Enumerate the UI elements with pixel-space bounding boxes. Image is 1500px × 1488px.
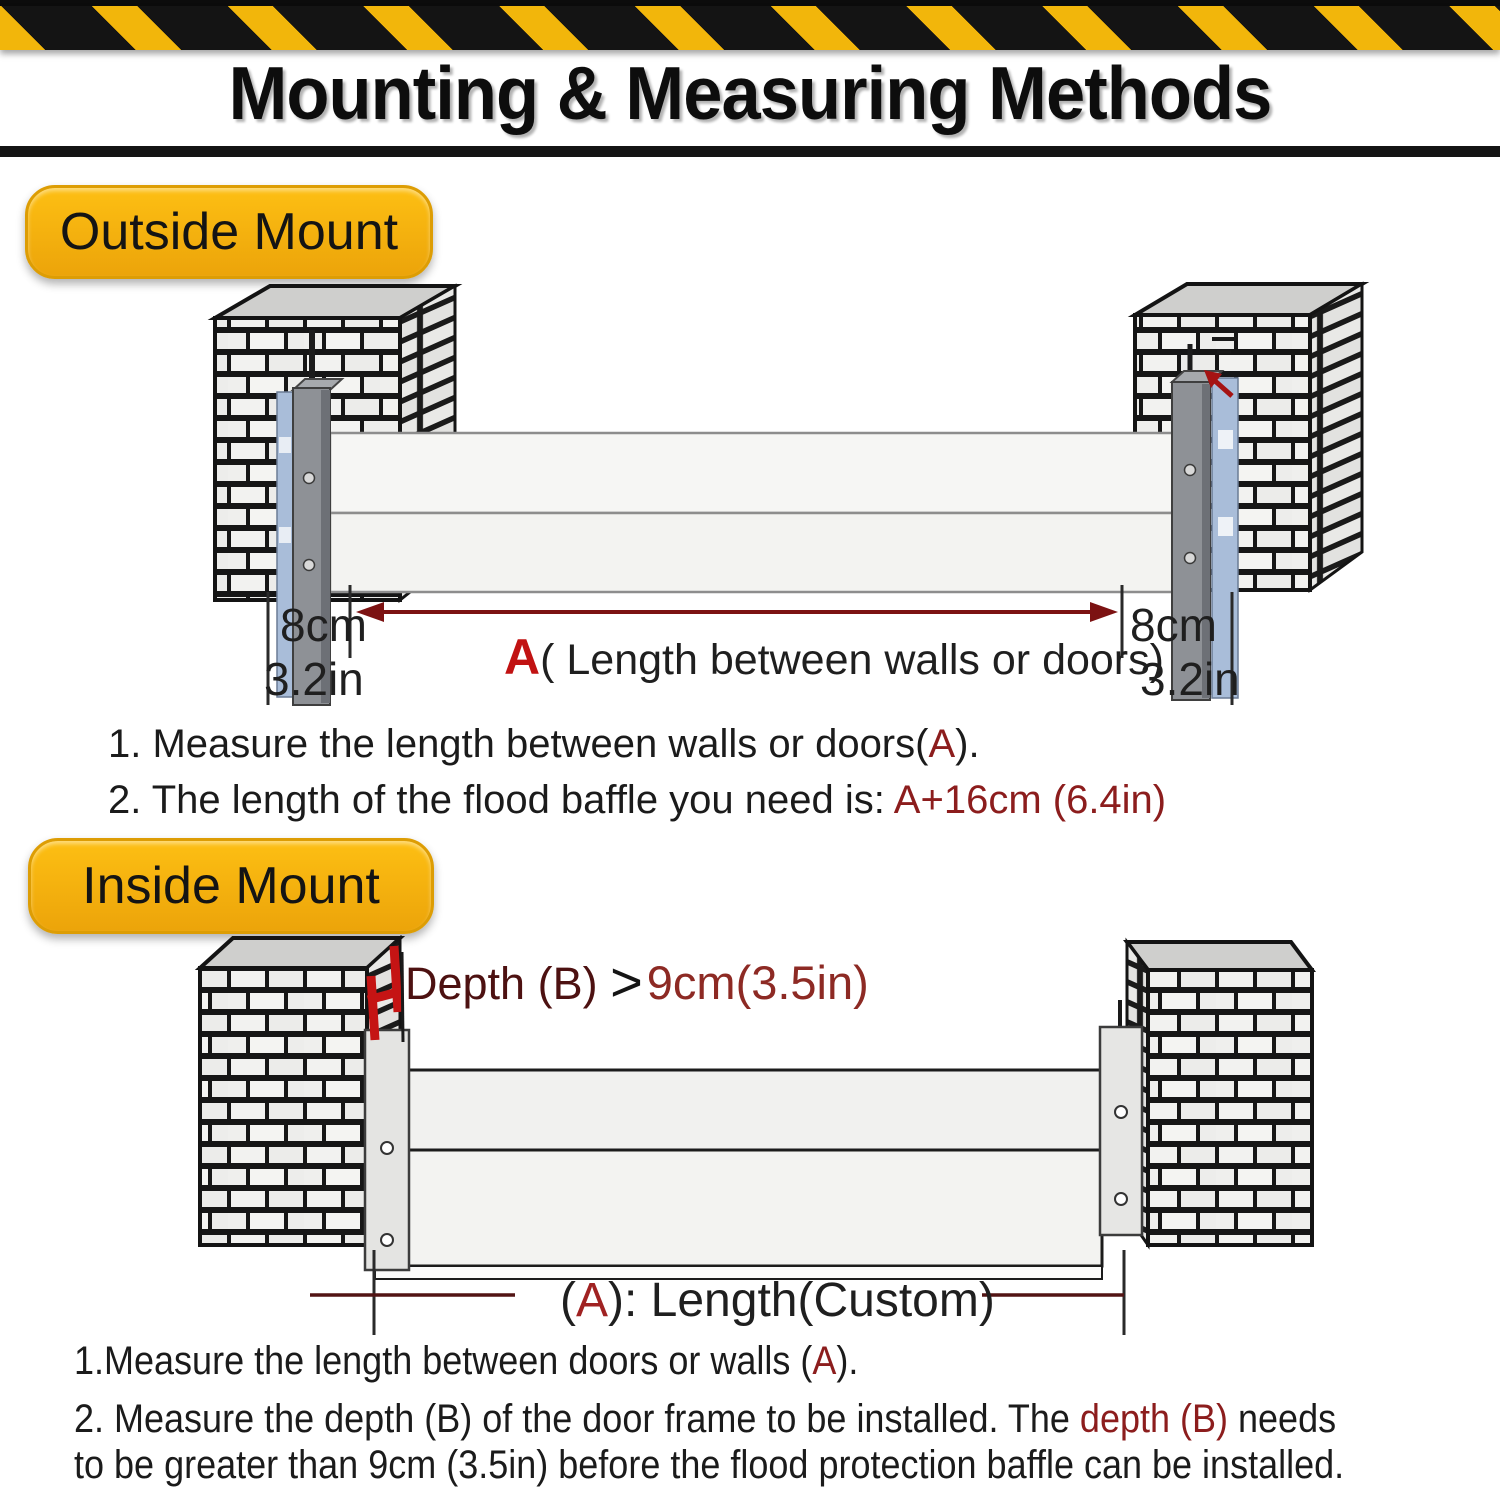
step-emphasis: A: [928, 722, 956, 766]
page-title: Mounting & Measuring Methods: [228, 51, 1272, 135]
inside-flood-barrier: [375, 1070, 1102, 1279]
step-text: 2. The length of the flood baffle you need is:: [108, 778, 894, 822]
step-text: ).: [955, 722, 980, 766]
length-label: [560, 1274, 995, 1327]
screw-hole: [1115, 1106, 1127, 1118]
screw-hole: [381, 1142, 393, 1154]
inside-step-2: [74, 1396, 1478, 1442]
depth-annotation: [405, 950, 869, 1013]
step-text: needs: [1227, 1397, 1337, 1441]
outside-step-1: [108, 716, 1468, 772]
step-text: 1.Measure the length between doors or walls (: [74, 1339, 813, 1383]
outside-mount-badge-label: Outside Mount: [59, 203, 399, 261]
left-offset-in: 3.2in: [264, 653, 364, 705]
step-emphasis: A+16cm (6.4in): [893, 778, 1167, 822]
depth-value: 9cm(3.5in): [646, 956, 869, 1009]
length-letter-a: A: [575, 1274, 608, 1327]
span-label-text: ( Length between walls or doors): [540, 636, 1164, 684]
hazard-tape-icon: [0, 6, 1500, 50]
inside-mount-badge: [28, 838, 434, 934]
screw-hole: [304, 473, 315, 484]
depth-label: Depth (B): [405, 958, 611, 1009]
left-offset-cm: 8cm: [280, 599, 367, 651]
screw-hole: [1115, 1193, 1127, 1205]
span-label: [504, 629, 1164, 685]
step-text: ).: [836, 1339, 859, 1383]
outside-mount-diagram: [0, 280, 1500, 710]
greater-than-symbol: >: [610, 950, 643, 1013]
step-emphasis: depth (B): [1079, 1397, 1228, 1441]
outside-steps: [108, 716, 1468, 828]
step-text: 1. Measure the length between walls or doors(: [108, 722, 929, 766]
inside-step-1: [74, 1338, 1478, 1384]
inside-right-pillar: [1127, 942, 1312, 1245]
inside-steps: [74, 1338, 1478, 1488]
length-open-paren: (: [560, 1274, 576, 1327]
screw-hole: [304, 560, 315, 571]
step-text: to be greater than 9cm (3.5in) before the flood protection baffle can be installed.: [74, 1443, 1345, 1487]
outside-dimension: [264, 585, 1240, 705]
right-offset-cm: 8cm: [1130, 599, 1217, 651]
outside-step-2: [108, 772, 1468, 828]
arrow-head-right-icon: [1090, 602, 1118, 622]
title-divider: [0, 146, 1500, 157]
inside-mount-diagram: [0, 935, 1500, 1345]
inside-mount-badge-label: Inside Mount: [82, 857, 380, 915]
inside-right-plate: [1100, 1000, 1142, 1235]
screw-hole: [381, 1234, 393, 1246]
span-letter-a: A: [504, 629, 541, 685]
length-label-rest: ): Length(Custom): [608, 1274, 995, 1327]
screw-hole: [1185, 553, 1196, 564]
outside-flood-barrier: [330, 433, 1180, 592]
right-offset-in: 3.2in: [1140, 653, 1240, 705]
step-emphasis: A: [812, 1339, 837, 1383]
step-text: 2. Measure the depth (B) of the door frame to be installed. The: [74, 1397, 1080, 1441]
outside-mount-badge: [25, 185, 433, 279]
screw-hole: [1185, 465, 1196, 476]
inside-left-plate: [365, 1030, 409, 1270]
inside-step-2-continued: [74, 1442, 1478, 1488]
